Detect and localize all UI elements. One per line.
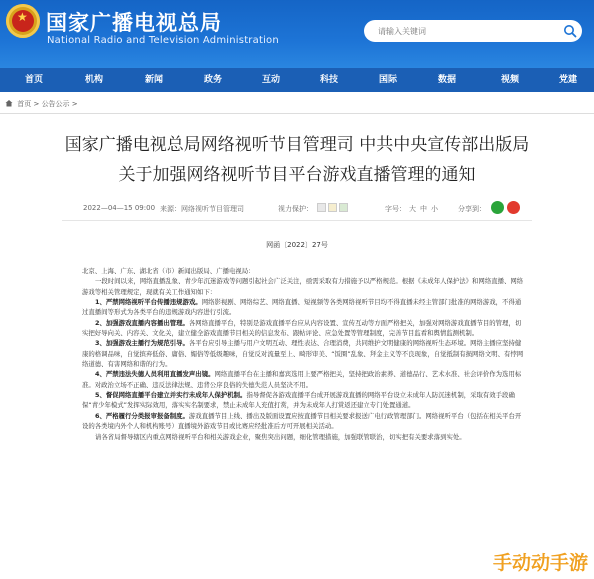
list-item — [82, 297, 524, 318]
closing-paragraph: 请各省局督导辖区内重点网络视听平台和相关游戏企业，聚焦突出问题，细化管理措施，加强联管联治，切实把有关要求落到实处。 — [95, 432, 466, 441]
list-item — [82, 369, 524, 390]
search-button[interactable] — [562, 23, 578, 39]
nav-item-government-affairs[interactable]: 政务 — [204, 75, 223, 85]
nav-item-interaction[interactable]: 互动 — [262, 75, 281, 85]
item-heading: 1、严禁网络视听平台传播违规游戏。 — [95, 298, 202, 307]
font-size-options — [405, 204, 438, 214]
item-heading: 4、严禁违法失德人员利用直播发声出镜。 — [95, 370, 215, 379]
list-item — [82, 411, 524, 432]
search-box — [364, 20, 582, 42]
article-source: 来源：网络视听节目管理司 — [160, 205, 244, 213]
intro-paragraph: 一段时间以来，网络直播乱象、青少年沉迷游戏等问题引起社会广泛关注，亟需采取有力措施予以严格规范。根据《未成年人保护法》和网络直播、网络游戏等相关管理规定，现就有关工作通知如下： — [82, 277, 524, 296]
home-icon — [5, 99, 13, 107]
article-title-line1: 国家广播电视总局网络视听节目管理司 中共中央宣传部出版局 — [64, 135, 530, 155]
main-nav — [0, 68, 594, 92]
document-number: 网函〔2022〕27号 — [266, 241, 328, 249]
eye-protection-label: 视力保护： — [278, 205, 313, 213]
item-heading: 6、严格履行分类报审报备制度。 — [95, 411, 189, 420]
nav-item-home[interactable]: 首页 — [25, 75, 44, 85]
item-body: 游戏直播节目上线、播出及版面设置应按直播节目相关要求报送广电行政管理部门。网络视听平台（包括在相关平台开设的各类境内外个人和机构账号）直播境外游戏节目或比赛应经批准后方可开展相关活动。 — [82, 411, 522, 431]
item-body: 各网络直播平台，特别是游戏直播平台应从内容设置、宣传互动等方面严格把关，加强对网络游戏直播节目的管理，切实把好导向关、内容关、文化关，建立健全游戏直播节目相关的信息发布、跟帖评论、应急处置等管理制度，完善节目监看和舆情监测机制。 — [82, 318, 522, 338]
item-body: 网络直播平台在主播和嘉宾选用上要严格把关，坚持把政治素养、道德品行、艺术水准、社会评价作为选用标准。对政治立场不正确、违反法律法规、违背公序良俗的失德失范人员坚决不用。 — [82, 370, 522, 389]
site-title[interactable]: 国家广播电视总局 — [46, 10, 222, 35]
meta-divider — [62, 220, 532, 221]
nav-item-agencies[interactable]: 机构 — [85, 75, 104, 85]
breadcrumb-section[interactable]: 公告公示 — [41, 100, 70, 108]
item-body: 各平台应引导主播与用户文明互动、理性表达、合理消费，共同维护文明健康的网络视听生态环境。网络主播应坚持健康的格调品味，自觉摈弃低俗、庸俗、媚俗等低级趣味，自觉反对流量至上、畸形审美、“饭圈”乱象、拜金主义等不良现象，自觉抵制有损网络文明、有悖网络道德、有害网络和谐的行为。 — [82, 339, 524, 369]
breadcrumb-separator: > — [69, 100, 78, 108]
search-input[interactable] — [378, 20, 548, 42]
font-size-medium[interactable]: 中 — [420, 205, 427, 213]
nav-item-technology[interactable]: 科技 — [320, 75, 339, 85]
item-heading: 3、加强游戏主播行为规范引导。 — [95, 339, 189, 348]
article-body — [82, 266, 524, 442]
nav-item-video[interactable]: 视频 — [501, 75, 520, 85]
watermark-logo: 手动动手游 — [492, 552, 588, 574]
nav-item-party-building[interactable]: 党建 — [559, 75, 578, 85]
list-item — [82, 390, 524, 411]
national-emblem-icon[interactable] — [6, 4, 40, 38]
publish-date: 2022—04—15 09:00 — [83, 204, 156, 212]
weibo-share-icon[interactable] — [507, 201, 520, 214]
site-subtitle: National Radio and Television Administration — [47, 35, 279, 46]
search-icon — [562, 23, 578, 39]
share-label: 分享到： — [458, 205, 486, 213]
header-divider — [0, 113, 594, 114]
recipients: 北京、上海、广东、湖北省（市）新闻出版局、广播电视局： — [82, 267, 255, 275]
font-size-large[interactable]: 大 — [409, 205, 416, 213]
list-item — [82, 318, 524, 339]
breadcrumb — [5, 99, 78, 109]
font-size-small[interactable]: 小 — [431, 205, 438, 213]
breadcrumb-home[interactable]: 首页 — [17, 100, 32, 108]
site-header — [0, 0, 594, 68]
font-size-label: 字号： — [385, 205, 406, 213]
nav-item-news[interactable]: 新闻 — [145, 75, 164, 85]
item-heading: 2、加强游戏直播内容播出管理。 — [95, 318, 189, 327]
nav-item-data[interactable]: 数据 — [438, 75, 457, 85]
breadcrumb-separator: > — [31, 100, 42, 108]
wechat-share-icon[interactable] — [491, 201, 504, 214]
item-heading: 5、督促网络直播平台建立并实行未成年人保护机制。 — [95, 391, 247, 400]
nav-item-international[interactable]: 国际 — [379, 75, 398, 85]
eye-protection-swatches[interactable] — [317, 203, 353, 211]
item-body: 指导督促各游戏直播平台成开展游戏直播的网络平台设立未成年人防沉迷机制，采取有效手段确保“青少年模式”发挥实际效用，落实实名制要求，禁止未成年人充值打赏，并为未成年人打赏返还建立专门处置通道。 — [82, 391, 515, 410]
item-body: 网络影视剧、网络综艺、网络直播、短视频等各类网络视听节目均不得直播未经主管部门批准的网络游戏，不得通过直播间等形式为各类平台的违规游戏内容进行引流。 — [82, 298, 522, 317]
article-title-line2: 关于加强网络视听节目平台游戏直播管理的通知 — [118, 165, 476, 185]
list-item — [82, 338, 524, 369]
